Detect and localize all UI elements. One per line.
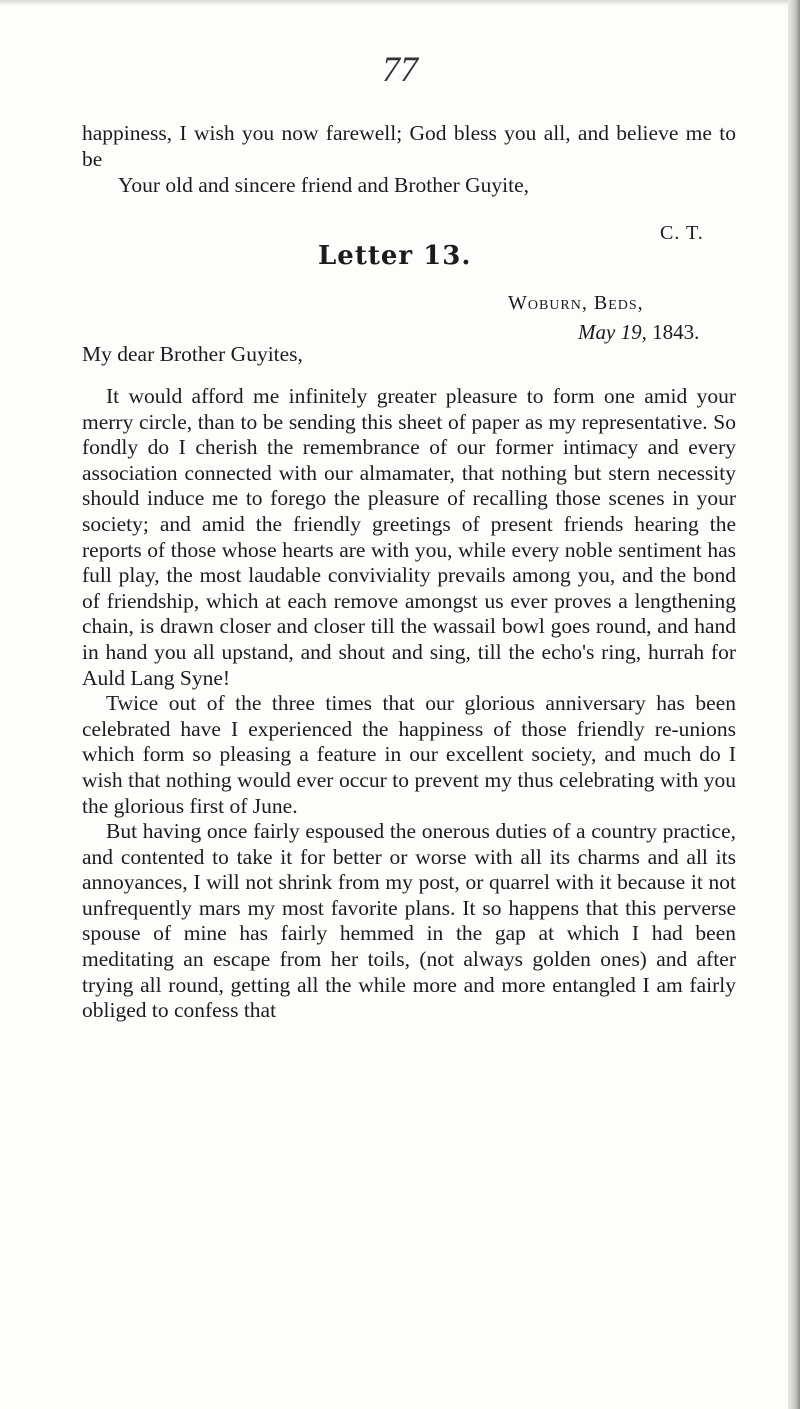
- letter-heading: Letter 13.: [318, 241, 472, 271]
- letter-body: [82, 384, 736, 1024]
- letter-date: [578, 320, 699, 345]
- closing-line: Your old and sincere friend and Brother Guyite,: [118, 173, 529, 197]
- date-month-day: May 19,: [578, 320, 647, 344]
- page-number: 77: [382, 49, 418, 89]
- body-paragraph: Twice out of the three times that our glorious anniversary has been celebrated have I experienced the happiness of those friendly re-unions which form so pleasing a feature in our excellent society, and much do I wish that nothing would ever occur to prevent my thus celebrating with you the glorious first of June.: [82, 691, 736, 818]
- body-paragraph: But having once fairly espoused the onerous duties of a country practice, and contented to take it for better or worse with all its charms and all its annoyances, I will not shrink from my post, or quarrel with it because it not unfrequently mars my most favorite plans. It so happens that this perverse spouse of mine has fairly hemmed in the gap at which I had been meditating an escape from her toils, (not always golden ones) and after trying all round, getting all the while more and more entangled I am fairly obliged to confess that: [82, 819, 736, 1023]
- body-paragraph: It would afford me infinitely greater pleasure to form one amid your merry circle, than to be sending this sheet of paper as my representative. So fondly do I cherish the remembrance of our former intimacy and every association connected with our almamater, that nothing but stern necessity should induce me to forego the pleasure of recalling those scenes in your society; and amid the friendly greetings of present friends hearing the reports of those whose hearts are with you, while every noble sentiment has full play, the most laudable conviviality prevails among you, and the bond of friendship, which at each remove amongst us ever proves a lengthening chain, is drawn closer and closer till the wassail bowl goes round, and hand in hand you all upstand, and shout and sing, till the echo's ring, hurrah for Auld Lang Syne!: [82, 384, 736, 690]
- opening-text: happiness, I wish you now farewell; God bless you all, and believe me to be: [82, 121, 736, 171]
- signature-initials: C. T.: [660, 222, 704, 244]
- date-year: 1843.: [652, 320, 700, 344]
- salutation: My dear Brother Guyites,: [82, 342, 303, 366]
- page-top-edge: [0, 0, 800, 6]
- letter-place: Woburn, Beds,: [508, 292, 644, 314]
- page-binding-edge: [788, 0, 800, 1409]
